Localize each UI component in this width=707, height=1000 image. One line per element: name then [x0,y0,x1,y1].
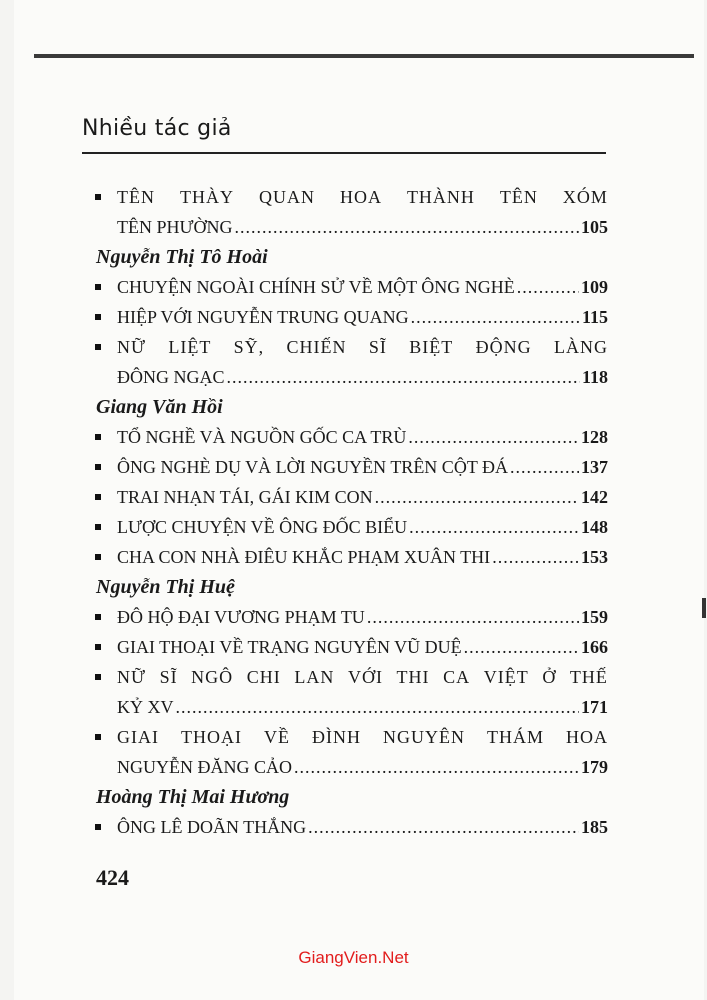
bullet-icon [95,344,101,350]
entry-page-number: 109 [581,277,608,297]
dot-leader [176,692,580,722]
toc-entry[interactable] [82,602,608,632]
dot-leader [492,542,579,572]
entry-title: ĐÔ HỘ ĐẠI VƯƠNG PHẠM TU [117,607,365,627]
entry-title: GIAI THOẠI VỀ TRẠNG NGUYÊN VŨ DUỆ [117,637,462,657]
entry-title: ĐÔNG NGẠC [117,367,225,387]
dot-leader [375,482,579,512]
bullet-icon [95,464,101,470]
dot-leader [510,452,579,482]
page-number: 424 [96,865,129,890]
bullet-icon [95,434,101,440]
toc-entry[interactable] [82,812,608,842]
dot-leader [411,302,580,332]
entry-title: CHA CON NHÀ ĐIÊU KHẮC PHẠM XUÂN THI [117,547,491,567]
watermark: GiangVien.Net [298,948,409,967]
entry-page-number: 179 [581,757,608,777]
toc-entry[interactable] [82,482,608,512]
dot-leader [408,422,579,452]
entry-title-line: NỮ SĨ NGÔ CHI LAN VỚI THI CA VIỆT Ở THẾ [117,667,608,687]
toc-entry[interactable] [82,272,608,302]
entry-title: TRAI NHẠN TÁI, GÁI KIM CON [117,487,373,507]
bullet-icon [95,314,101,320]
author-heading: Giang Văn Hồi [96,396,223,418]
entry-page-number: 166 [581,637,608,657]
toc-entry[interactable] [82,332,608,392]
bullet-icon [95,674,101,680]
entry-title: KỶ XV [117,697,174,717]
top-rule [34,54,694,58]
entry-page-number: 128 [581,427,608,447]
entry-page-number: 153 [581,547,608,567]
toc-entry[interactable] [82,182,608,242]
bullet-icon [95,824,101,830]
entry-title-line: TÊN THÀY QUAN HOA THÀNH TÊN XÓM [117,187,608,207]
toc-entry[interactable] [82,632,608,662]
entry-page-number: 105 [581,217,608,237]
dot-leader [517,272,579,302]
bullet-icon [95,284,101,290]
toc-entry[interactable] [82,452,608,482]
entry-title: NGUYỄN ĐĂNG CẢO [117,757,292,777]
dot-leader [234,212,579,242]
bullet-icon [95,554,101,560]
toc-entry[interactable] [82,422,608,452]
bullet-icon [95,494,101,500]
entry-title: ÔNG LÊ DOÃN THẮNG [117,817,307,837]
toc-entry[interactable] [82,512,608,542]
toc-entry[interactable] [82,302,608,332]
bullet-icon [95,614,101,620]
entry-title: HIỆP VỚI NGUYỄN TRUNG QUANG [117,307,409,327]
dot-leader [294,752,579,782]
header-rule [82,152,606,154]
entry-page-number: 137 [581,457,608,477]
author-heading: Nguyễn Thị Tô Hoài [96,246,268,268]
dot-leader [409,512,579,542]
entry-title-line: NỮ LIỆT SỸ, CHIẾN SĨ BIỆT ĐỘNG LÀNG [117,337,608,357]
bullet-icon [95,524,101,530]
entry-title: LƯỢC CHUYỆN VỀ ÔNG ĐỐC BIỂU [117,517,408,537]
edge-mark [702,598,706,618]
table-of-contents [82,182,608,842]
toc-entry[interactable] [82,542,608,572]
entry-page-number: 115 [581,307,608,327]
bullet-icon [95,644,101,650]
toc-entry[interactable] [82,722,608,782]
toc-entry[interactable] [82,662,608,722]
author-heading: Nguyễn Thị Huệ [96,576,235,598]
entry-title-line: GIAI THOẠI VỀ ĐÌNH NGUYÊN THÁM HOA [117,727,608,747]
bullet-icon [95,194,101,200]
dot-leader [464,632,579,662]
entry-page-number: 171 [581,697,608,717]
entry-title: CHUYỆN NGOÀI CHÍNH SỬ VỀ MỘT ÔNG NGHÈ [117,277,515,297]
dot-leader [308,812,579,842]
entry-page-number: 185 [581,817,608,837]
author-heading: Hoàng Thị Mai Hương [96,786,290,808]
entry-page-number: 142 [581,487,608,507]
entry-title: ÔNG NGHÈ DỤ VÀ LỜI NGUYỀN TRÊN CỘT ĐÁ [117,457,508,477]
running-header: Nhiều tác giả [82,116,232,141]
bullet-icon [95,734,101,740]
entry-page-number: 148 [581,517,608,537]
dot-leader [367,602,579,632]
dot-leader [227,362,580,392]
entry-title: TỔ NGHỀ VÀ NGUỒN GỐC CA TRÙ [117,427,407,447]
entry-page-number: 159 [581,607,608,627]
entry-page-number: 118 [581,367,608,387]
entry-title: TÊN PHƯỜNG [117,217,233,237]
